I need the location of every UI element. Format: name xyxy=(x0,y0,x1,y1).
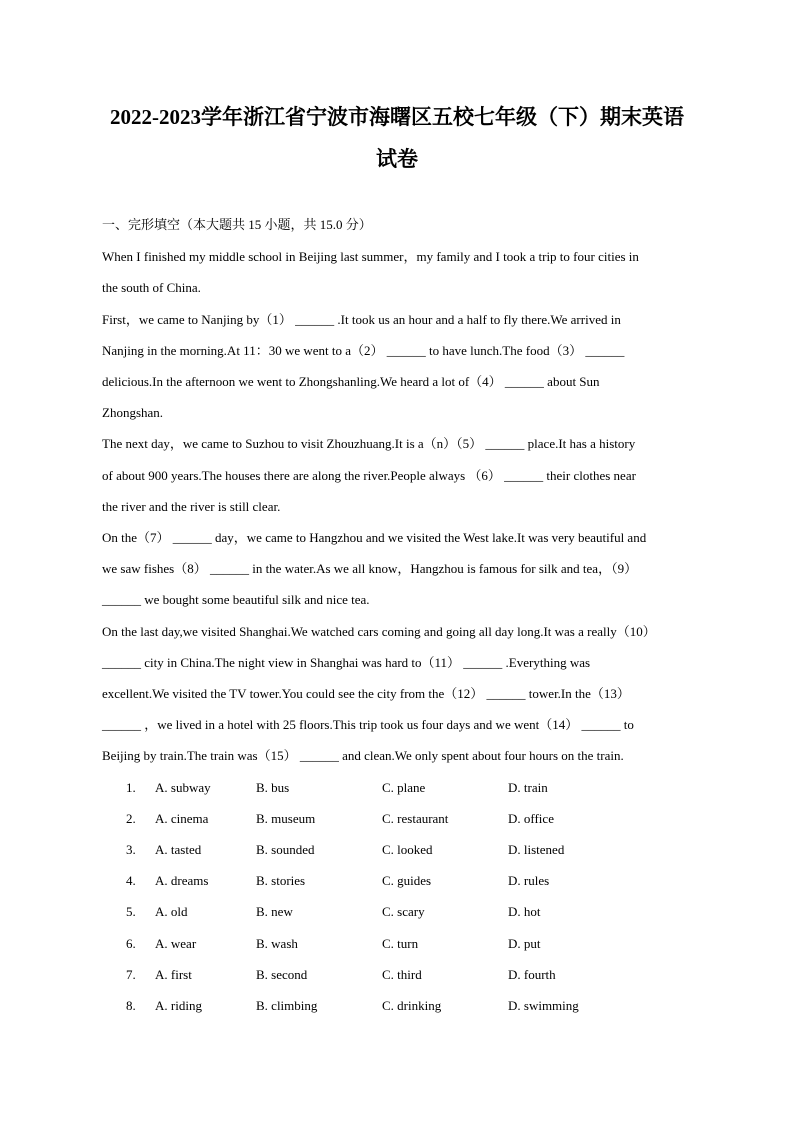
passage-line: The next day，we came to Suzhou to visit Zhouzhuang.It is a（n）（5） ______ place.It has a history xyxy=(102,436,636,451)
passage-line: On the last day,we visited Shanghai.We watched cars coming and going all day long.It was a really（10） xyxy=(102,624,656,639)
option-a[interactable]: A. first xyxy=(155,967,192,982)
option-b[interactable]: B. second xyxy=(256,967,308,982)
option-d[interactable]: D. put xyxy=(508,936,541,951)
option-d[interactable]: D. hot xyxy=(508,904,541,919)
passage-line: Zhongshan. xyxy=(102,405,164,420)
option-a[interactable]: A. old xyxy=(155,904,188,919)
option-a[interactable]: A. cinema xyxy=(155,811,209,826)
passage-line: the river and the river is still clear. xyxy=(102,499,281,514)
passage-line: of about 900 years.The houses there are along the river.People always （6） ______ their clothes near xyxy=(102,468,636,483)
section-heading: 一、完形填空（本大题共 15 小题，共 15.0 分） xyxy=(102,217,372,232)
question-number: 5. xyxy=(126,904,136,919)
passage-line: excellent.We visited the TV tower.You could see the city from the（12） ______ tower.In the（13） xyxy=(102,686,630,701)
option-b[interactable]: B. sounded xyxy=(256,842,315,857)
option-c[interactable]: C. drinking xyxy=(382,998,442,1013)
option-d[interactable]: D. fourth xyxy=(508,967,556,982)
question-row xyxy=(0,904,794,920)
question-number: 6. xyxy=(126,936,136,951)
option-a[interactable]: A. tasted xyxy=(155,842,202,857)
passage-line: the south of China. xyxy=(102,280,201,295)
option-d[interactable]: D. swimming xyxy=(508,998,579,1013)
passage-line: ______ city in China.The night view in Shanghai was hard to（11） ______ .Everything was xyxy=(102,655,591,670)
option-a[interactable]: A. riding xyxy=(155,998,202,1013)
option-d[interactable]: D. train xyxy=(508,780,548,795)
question-number: 7. xyxy=(126,967,136,982)
option-a[interactable]: A. subway xyxy=(155,780,211,795)
passage-line: we saw fishes（8） ______ in the water.As we all know，Hangzhou is famous for silk and tea，（9） xyxy=(102,561,638,576)
question-number: 2. xyxy=(126,811,136,826)
passage-line: Beijing by train.The train was（15） ______ and clean.We only spent about four hours on the train. xyxy=(102,748,624,763)
option-c[interactable]: C. third xyxy=(382,967,422,982)
passage-line: On the（7） ______ day，we came to Hangzhou and we visited the West lake.It was very beautiful and xyxy=(102,530,647,545)
option-c[interactable]: C. turn xyxy=(382,936,419,951)
option-b[interactable]: B. wash xyxy=(256,936,298,951)
question-row xyxy=(0,780,794,796)
question-number: 8. xyxy=(126,998,136,1013)
option-c[interactable]: C. plane xyxy=(382,780,426,795)
question-row xyxy=(0,998,794,1014)
passage-line: Nanjing in the morning.At 11：30 we went to a（2） ______ to have lunch.The food（3） ______ xyxy=(102,343,625,358)
option-d[interactable]: D. office xyxy=(508,811,554,826)
question-number: 1. xyxy=(126,780,136,795)
passage-line: delicious.In the afternoon we went to Zhongshanling.We heard a lot of（4） ______ about Sun xyxy=(102,374,600,389)
question-row xyxy=(0,936,794,952)
question-number: 4. xyxy=(126,873,136,888)
option-c[interactable]: C. scary xyxy=(382,904,425,919)
question-row xyxy=(0,873,794,889)
question-row xyxy=(0,967,794,983)
option-b[interactable]: B. climbing xyxy=(256,998,318,1013)
option-a[interactable]: A. dreams xyxy=(155,873,209,888)
page-title-line-2: 试卷 xyxy=(376,147,418,171)
option-a[interactable]: A. wear xyxy=(155,936,197,951)
question-number: 3. xyxy=(126,842,136,857)
option-b[interactable]: B. stories xyxy=(256,873,306,888)
option-c[interactable]: C. guides xyxy=(382,873,432,888)
question-row xyxy=(0,842,794,858)
passage-line: ______ ，we lived in a hotel with 25 floors.This trip took us four days and we went（14） ______ to xyxy=(102,717,634,732)
option-b[interactable]: B. new xyxy=(256,904,293,919)
option-c[interactable]: C. restaurant xyxy=(382,811,449,826)
option-d[interactable]: D. listened xyxy=(508,842,565,857)
page-title-line-1: 2022-2023学年浙江省宁波市海曙区五校七年级（下）期末英语 xyxy=(110,105,684,129)
option-c[interactable]: C. looked xyxy=(382,842,433,857)
question-row xyxy=(0,811,794,827)
option-b[interactable]: B. museum xyxy=(256,811,316,826)
option-b[interactable]: B. bus xyxy=(256,780,290,795)
option-d[interactable]: D. rules xyxy=(508,873,550,888)
passage-line: ______ we bought some beautiful silk and nice tea. xyxy=(102,592,370,607)
passage-line: When I finished my middle school in Beijing last summer，my family and I took a trip to four cities in xyxy=(102,249,639,264)
passage-line: First，we came to Nanjing by（1） ______ .It took us an hour and a half to fly there.We arrived in xyxy=(102,312,621,327)
